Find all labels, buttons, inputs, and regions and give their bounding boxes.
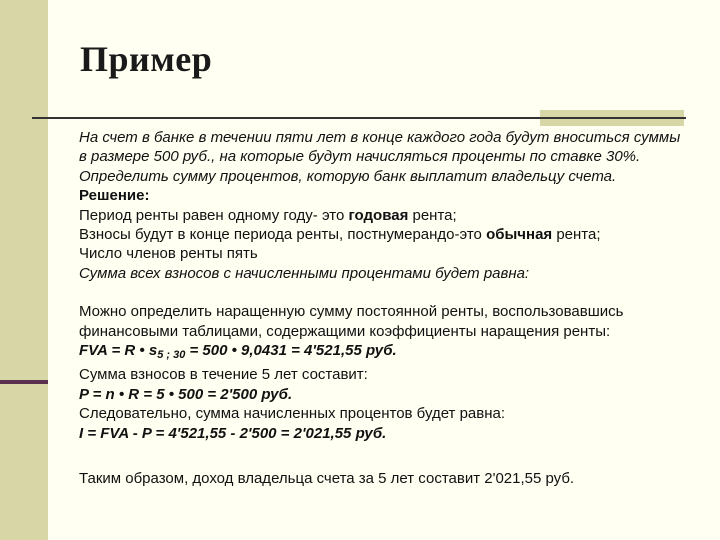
contribution-timing-end: рента; [552, 226, 601, 244]
contribution-timing-text: Взносы будут в конце периода ренты, постнумерандо-это [79, 226, 487, 244]
rent-period-end: рента; [408, 206, 457, 224]
slide-title: Пример [80, 39, 213, 79]
slide-content [79, 128, 689, 489]
conclusion-text: Таким образом, доход владельца счета за 5 лет составит 2'021,55 руб. [79, 470, 575, 488]
contribution-timing-bold: обычная [486, 226, 553, 244]
p-formula: P = n • R = 5 • 500 = 2'500 руб. [79, 385, 293, 403]
total-sum-line: Сумма всех взносов с начисленными процентами будет равна: [79, 264, 530, 282]
side-band [0, 0, 48, 540]
i-formula: I = FVA - P = 4'521,55 - 2'500 = 2'021,55 руб. [79, 424, 387, 442]
members-count-line: Число членов ренты пять [79, 245, 258, 263]
rent-period-text: Период ренты равен одному году- это [79, 206, 349, 224]
contributions-text: Сумма взносов в течение 5 лет составит: [79, 366, 368, 384]
contribution-timing-line [79, 225, 689, 244]
rent-period-bold: годовая [348, 206, 409, 224]
interest-text: Следовательно, сумма начисленных процентов будет равна: [79, 405, 506, 423]
rent-period-line [79, 206, 689, 225]
side-accent-line [0, 380, 48, 384]
title-rule [32, 117, 686, 119]
fva-subscript: 5 ; 30 [157, 349, 186, 362]
method-paragraph: Можно определить наращенную сумму постоянной ренты, воспользовавшись финансовыми таблицами, содержащими коэффициенты наращения ренты: [79, 303, 624, 340]
fva-formula: FVA = R • $s_{5 ; 30} = 500$ • 9,0431 = 4'521,55 руб. [79, 342, 397, 362]
problem-text: На счет в банке в течении пяти лет в конце каждого года будут вноситься суммы в размере 500 руб., на которые будут начисляться проценты по ставке 30%. Определить сумму процентов, которую банк выплатит владельцу счета. [79, 129, 681, 185]
solution-heading: Решение: [79, 187, 150, 205]
